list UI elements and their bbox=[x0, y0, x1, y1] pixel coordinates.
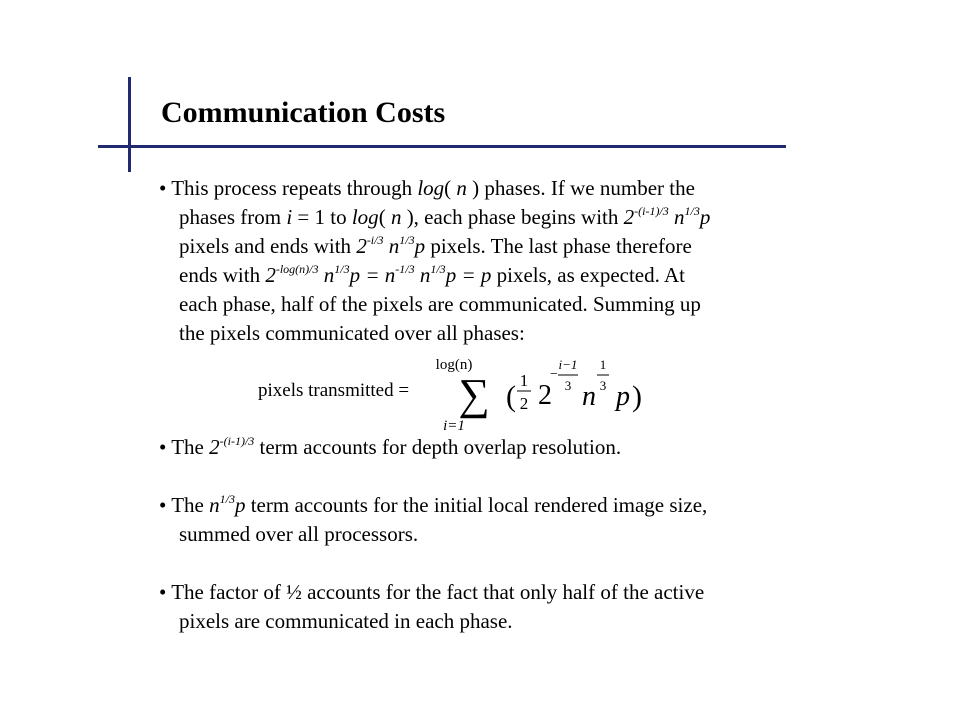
power-base: 2 bbox=[538, 380, 552, 411]
fraction-numerator: 1 bbox=[519, 371, 529, 390]
exponent-sign: − bbox=[550, 367, 558, 382]
slide-title: Communication Costs bbox=[161, 96, 446, 129]
bullet-phases bbox=[159, 174, 710, 348]
n-exponent-denominator: 3 bbox=[599, 378, 607, 393]
bullet-phases-line-1: • This process repeats through log( n ) phases. If we number the bbox=[159, 176, 695, 200]
accent-horizontal-rule bbox=[98, 145, 786, 148]
fraction-denominator: 2 bbox=[519, 394, 529, 413]
bullet-phases-line-2: phases from i = 1 to log( n ), each phase begins with $2^{-(i-1)/3}$ $n^{1/3}p$ bbox=[179, 204, 711, 229]
variable-p: p bbox=[616, 381, 630, 412]
n-exponent-numerator: 1 bbox=[599, 357, 607, 372]
variable-n: n bbox=[582, 381, 596, 412]
bullet-phases-line-6: the pixels communicated over all phases: bbox=[179, 321, 525, 345]
bullet-image-size: • The $n^{1/3}p$ term accounts for the initial local rendered image size, summed over all processors. bbox=[159, 492, 708, 546]
formula-label: pixels transmitted = bbox=[258, 380, 410, 401]
bullet-depth-overlap: • The $2^{-(i-1)/3}$ term accounts for depth overlap resolution. bbox=[159, 434, 622, 459]
bullet-phases-line-4: ends with $2^{-log(n)/3}$ $n^{1/3}p = n^{-1/3}$ $n^{1/3}p = p$ pixels, as expected. At bbox=[179, 262, 685, 287]
exponent-denominator: 3 bbox=[564, 378, 572, 393]
pixels-transmitted-formula bbox=[258, 354, 648, 434]
open-paren: ( bbox=[506, 380, 516, 413]
summation-symbol: ∑ bbox=[458, 370, 490, 419]
sum-upper-limit: log(n) bbox=[435, 357, 473, 373]
bullet-phases-line-5: each phase, half of the pixels are communicated. Summing up bbox=[179, 292, 701, 316]
formula-equation bbox=[258, 354, 648, 434]
bullet-half-factor: • The factor of ½ accounts for the fact that only half of the active pixels are communicated in each phase. bbox=[159, 580, 705, 633]
accent-vertical-rule bbox=[128, 77, 131, 172]
sum-lower-limit: i=1 bbox=[443, 418, 465, 434]
exponent-numerator: i−1 bbox=[558, 357, 578, 372]
bullet-phases-line-3: pixels and ends with $2^{-i/3}$ $n^{1/3}p$ pixels. The last phase therefore bbox=[179, 233, 692, 258]
close-paren: ) bbox=[632, 380, 642, 413]
